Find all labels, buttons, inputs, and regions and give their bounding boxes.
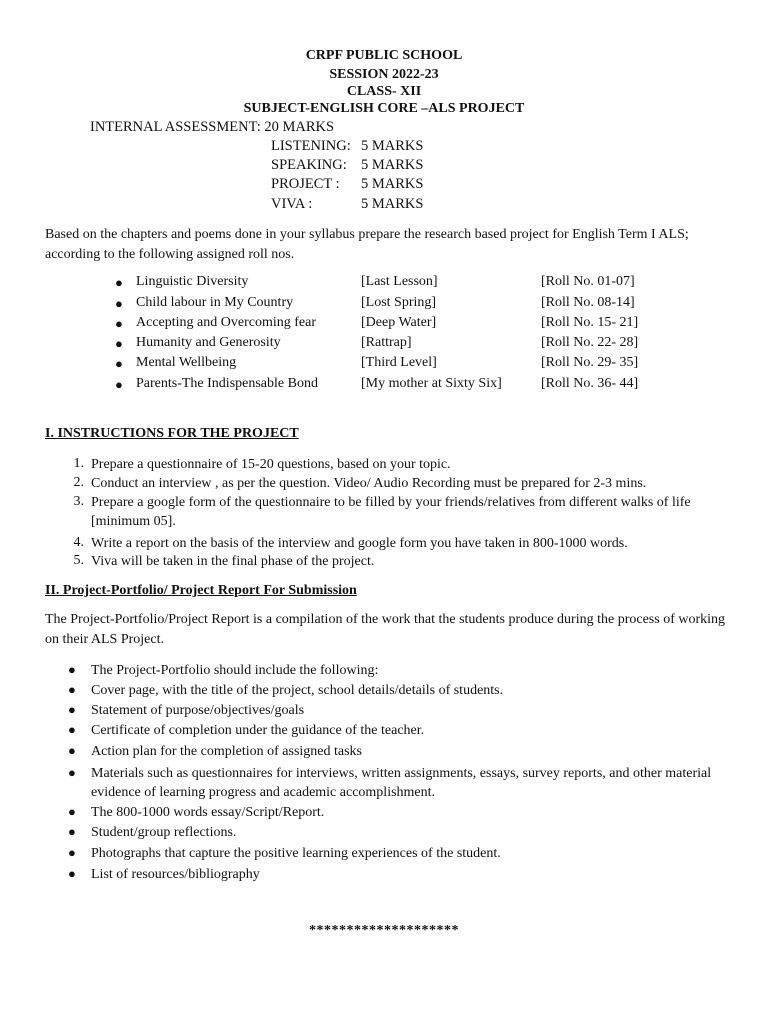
bullet-icon: ● — [68, 743, 76, 758]
bullet-icon: ● — [68, 682, 76, 697]
bullet-icon: ● — [115, 377, 123, 392]
school-name: CRPF PUBLIC SCHOOL — [305, 48, 463, 63]
topic-chapter: [Lost Spring] — [361, 295, 437, 310]
marks-value: 5 MARKS — [361, 138, 424, 154]
section-portfolio-title: II. Project-Portfolio/ Project Report For Submission — [45, 583, 357, 598]
portfolio-item: List of resources/bibliography — [91, 867, 260, 882]
list-number: 4. — [73, 535, 84, 550]
bullet-icon: ● — [115, 275, 123, 290]
instruction-item: Prepare a questionnaire of 15-20 questions, based on your topic. — [91, 457, 451, 472]
portfolio-item: The 800-1000 words essay/Script/Report. — [91, 805, 325, 820]
topic-name: Humanity and Generosity — [136, 335, 281, 350]
class-line: CLASS- XII — [346, 84, 422, 99]
marks-label: LISTENING: — [271, 138, 351, 154]
bullet-icon: ● — [68, 824, 76, 839]
topic-roll: [Roll No. 22- 28] — [541, 335, 639, 350]
portfolio-item: Action plan for the completion of assigned tasks — [91, 744, 362, 759]
marks-value: 5 MARKS — [361, 157, 424, 173]
footer-separator: ******************** — [309, 923, 459, 938]
section-instructions-title: I. INSTRUCTIONS FOR THE PROJECT — [45, 426, 299, 441]
intro-paragraph: Based on the chapters and poems done in your syllabus prepare the research based project for English Term I ALS; according to the following assigned roll nos. — [45, 227, 689, 262]
marks-label: SPEAKING: — [271, 157, 347, 173]
topic-name: Accepting and Overcoming fear — [136, 315, 316, 330]
list-number: 1. — [73, 456, 84, 471]
bullet-icon: ● — [68, 804, 76, 819]
bullet-icon: ● — [68, 702, 76, 717]
list-number: 5. — [73, 553, 84, 568]
topic-roll: [Roll No. 36- 44] — [541, 376, 639, 391]
portfolio-item: The Project-Portfolio should include the following: — [91, 663, 379, 678]
portfolio-item: Photographs that capture the positive learning experiences of the student. — [91, 846, 501, 861]
bullet-icon: ● — [68, 662, 76, 677]
instruction-item: Write a report on the basis of the interview and google form you have taken in 800-1000 words. — [91, 536, 628, 551]
topic-chapter: [Deep Water] — [361, 315, 437, 330]
topic-roll: [Roll No. 08-14] — [541, 295, 635, 310]
bullet-icon: ● — [68, 722, 76, 737]
topic-chapter: [My mother at Sixty Six] — [361, 376, 502, 391]
topic-roll: [Roll No. 01-07] — [541, 274, 635, 289]
topic-chapter: [Third Level] — [361, 355, 437, 370]
bullet-icon: ● — [68, 866, 76, 881]
list-number: 3. — [73, 494, 84, 509]
portfolio-item: Cover page, with the title of the project, school details/details of students. — [91, 683, 504, 698]
marks-value: 5 MARKS — [361, 196, 424, 212]
topic-name: Parents-The Indispensable Bond — [136, 376, 318, 391]
bullet-icon: ● — [115, 356, 123, 371]
topic-name: Mental Wellbeing — [136, 355, 237, 370]
portfolio-item: Statement of purpose/objectives/goals — [91, 703, 305, 718]
topic-chapter: [Rattrap] — [361, 335, 412, 350]
list-number: 2. — [73, 475, 84, 490]
marks-label: PROJECT : — [271, 176, 340, 192]
internal-assessment: INTERNAL ASSESSMENT: 20 MARKS — [90, 119, 335, 135]
bullet-icon: ● — [115, 336, 123, 351]
topic-name: Linguistic Diversity — [136, 274, 249, 289]
session-line: SESSION 2022-23 — [329, 67, 439, 82]
bullet-icon: ● — [115, 316, 123, 331]
portfolio-item: Student/group reflections. — [91, 825, 237, 840]
marks-label: VIVA : — [271, 196, 313, 212]
instruction-item: Viva will be taken in the final phase of the project. — [91, 554, 375, 569]
topic-roll: [Roll No. 29- 35] — [541, 355, 639, 370]
bullet-icon: ● — [68, 765, 76, 780]
portfolio-item: Certificate of completion under the guidance of the teacher. — [91, 723, 425, 738]
bullet-icon: ● — [68, 845, 76, 860]
instruction-item: Conduct an interview , as per the question. Video/ Audio Recording must be prepared for 2-3 mins. — [91, 476, 647, 491]
topic-roll: [Roll No. 15- 21] — [541, 315, 639, 330]
topic-name: Child labour in My Country — [136, 295, 294, 310]
marks-value: 5 MARKS — [361, 176, 424, 192]
subject-line: SUBJECT-ENGLISH CORE –ALS PROJECT — [243, 101, 525, 116]
topic-chapter: [Last Lesson] — [361, 274, 438, 289]
instruction-item: Prepare a google form of the questionnaire to be filled by your friends/relatives from different walks of life [minimum 05]. — [91, 495, 691, 529]
bullet-icon: ● — [115, 296, 123, 311]
portfolio-intro: The Project-Portfolio/Project Report is a compilation of the work that the students produce during the process of working on their ALS Project. — [45, 612, 726, 647]
portfolio-item: Materials such as questionnaires for interviews, written assignments, essays, survey reports, and other material evidence of learning progress and academic accomplishment. — [91, 766, 712, 800]
